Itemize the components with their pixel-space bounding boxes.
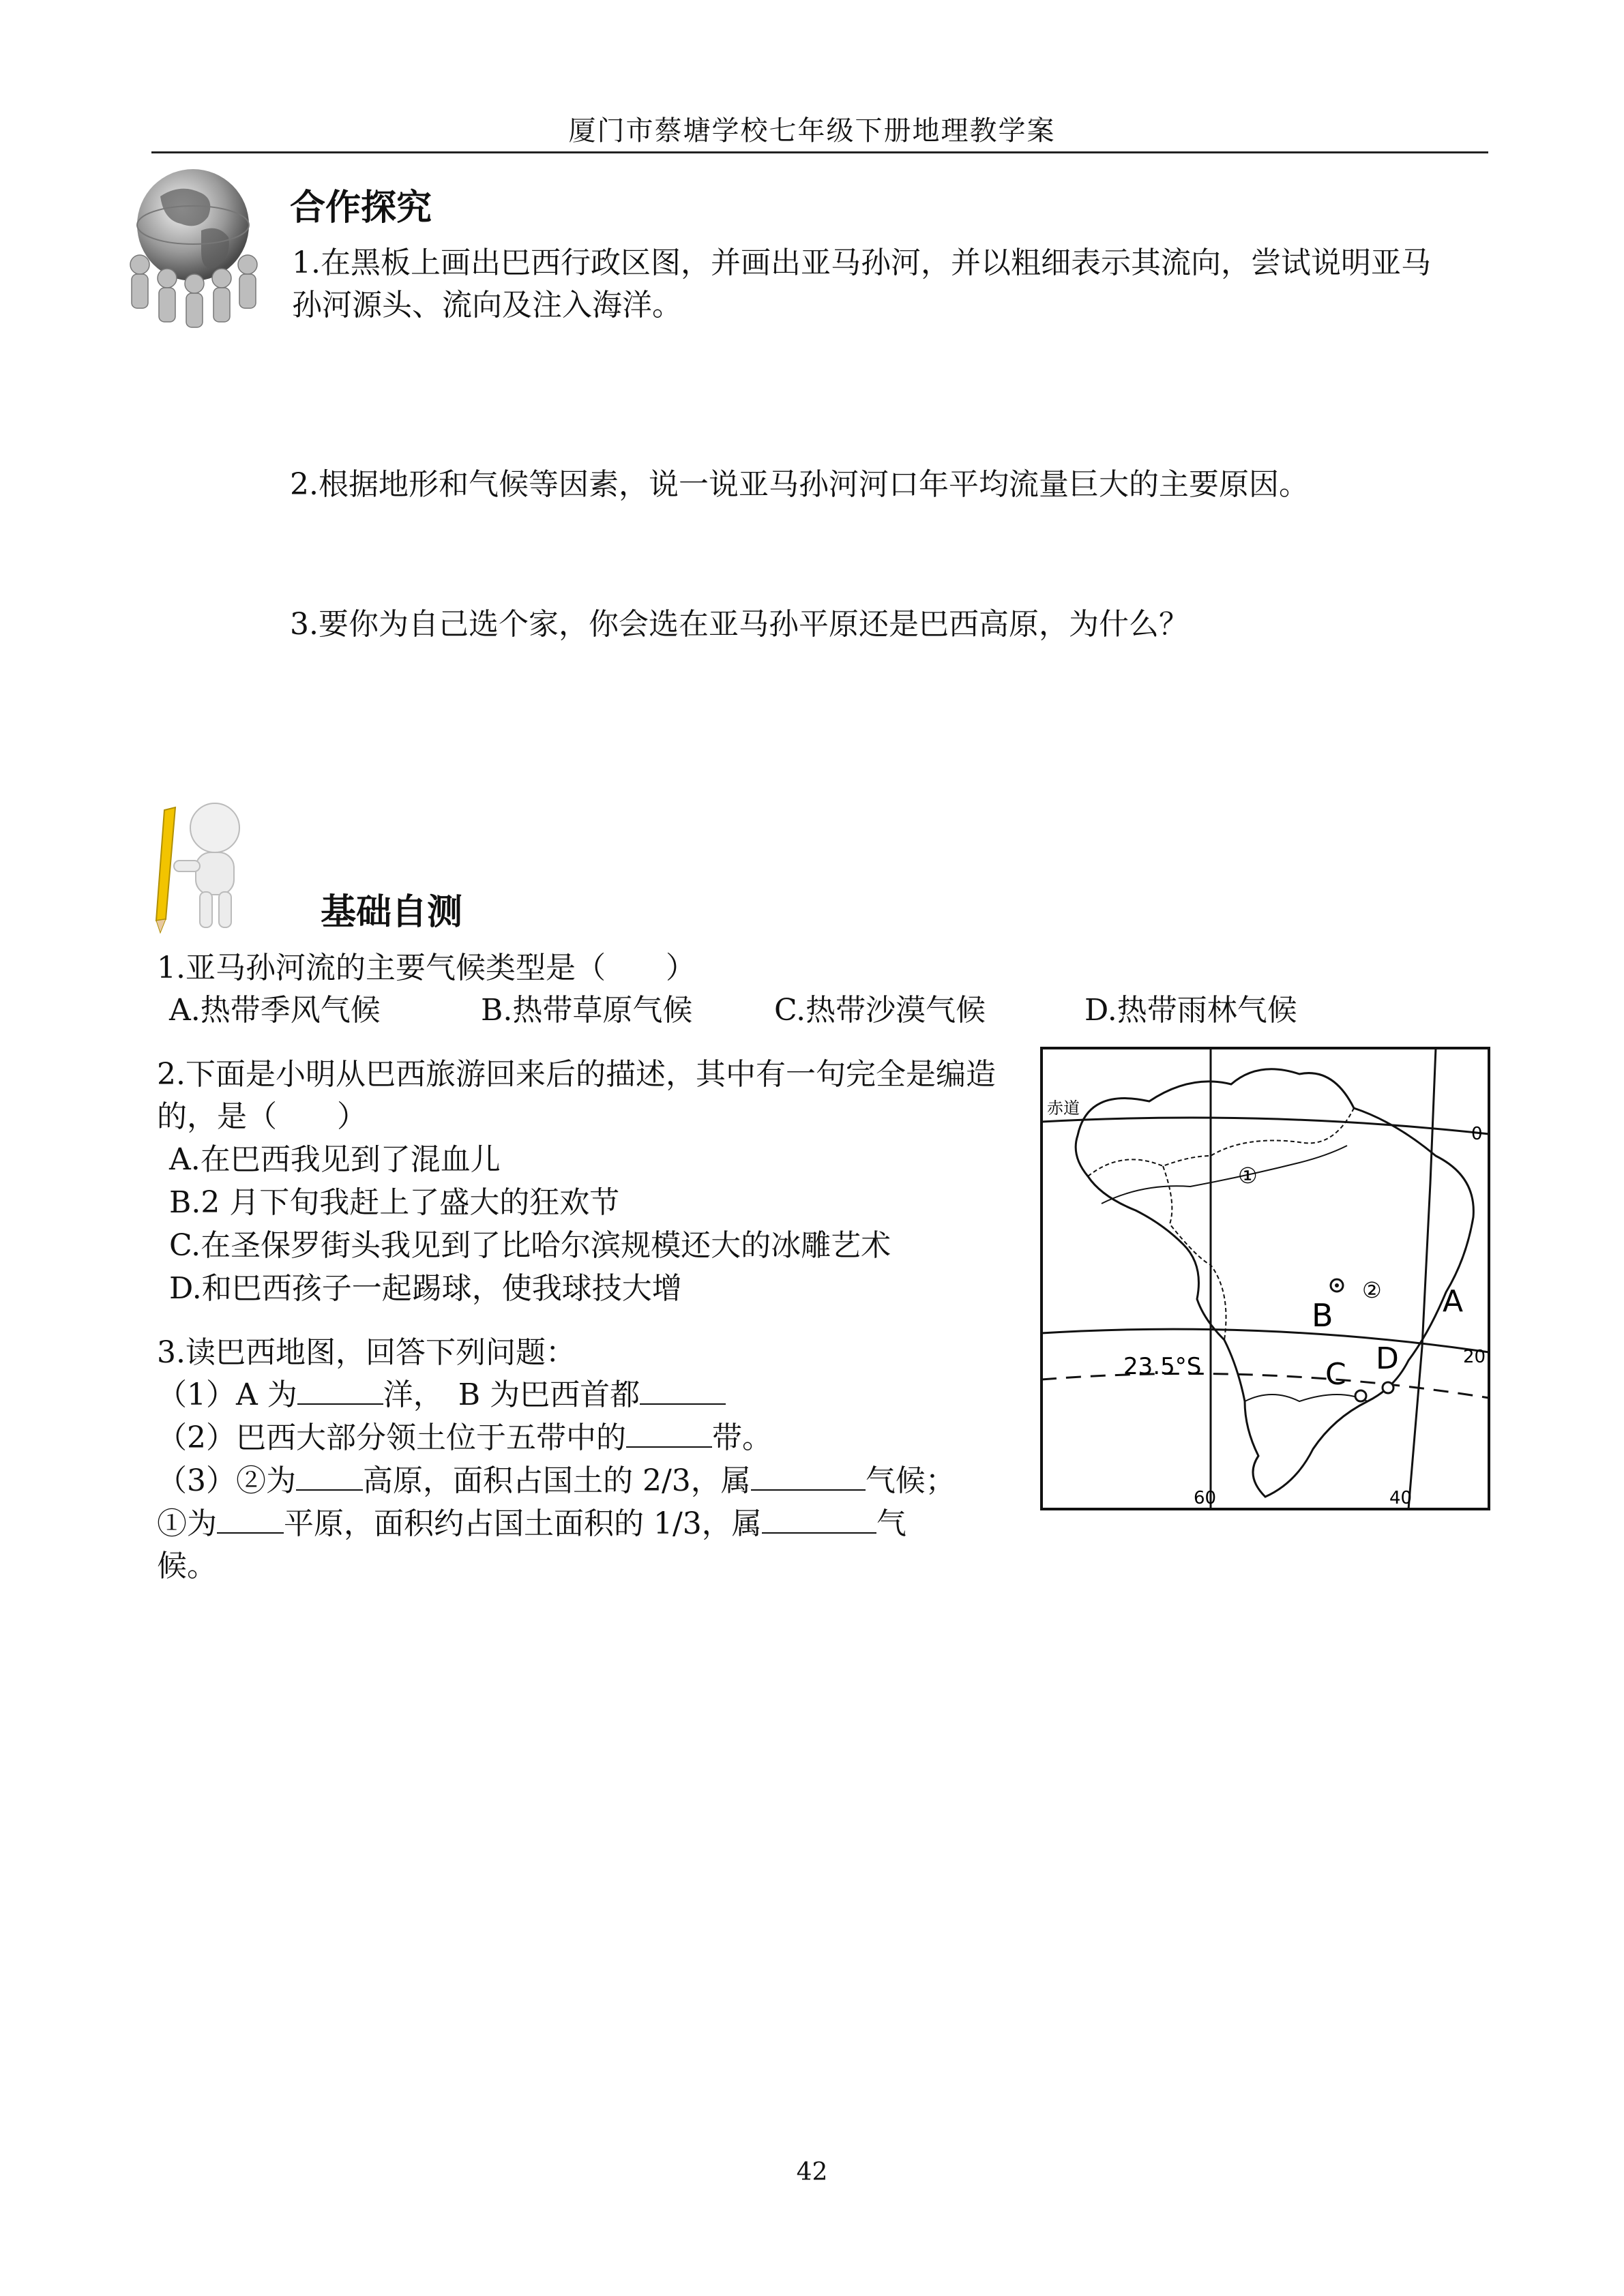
self-test-section-title: 基础自测 — [321, 892, 463, 933]
q1-option-d: D.热带雨林气候 — [1084, 993, 1297, 1028]
q3-part-1: （1）A 为 洋， B 为巴西首都 — [157, 1373, 726, 1416]
answer-blank-plateau-climate[interactable] — [751, 1459, 866, 1491]
header-divider — [151, 151, 1488, 153]
q2-option-a: A.在巴西我见到了混血儿 — [169, 1142, 501, 1177]
tropic-label: 23.5°S — [1123, 1353, 1202, 1380]
equator-label: 赤道 — [1047, 1099, 1080, 1118]
region-1-label: ① — [1238, 1163, 1258, 1189]
page-number: 42 — [796, 2158, 828, 2186]
q2-option-d: D.和巴西孩子一起踢球，使我球技大增 — [169, 1271, 682, 1306]
self-test-question-1: 1.亚马孙河流的主要气候类型是（ ） — [157, 951, 696, 985]
answer-blank-capital[interactable] — [640, 1373, 726, 1405]
q1-option-a: A.热带季风气候 — [169, 993, 381, 1028]
lon-60-label: 60 — [1194, 1488, 1217, 1508]
q3-part-2: （2）巴西大部分领土位于五带中的 带。 — [157, 1416, 772, 1459]
answer-blank-plateau[interactable] — [296, 1459, 363, 1491]
ocean-a-label: A — [1443, 1284, 1464, 1319]
cooperative-question-1: 1.在黑板上画出巴西行政区图，并画出亚马孙河，并以粗细表示其流向，尝试说明亚马孙河源头、流向及注入海洋。 — [292, 245, 1431, 323]
city-c-label: C — [1325, 1357, 1346, 1392]
city-d-marker — [1383, 1382, 1393, 1393]
q1-option-b: B.热带草原气候 — [481, 993, 693, 1028]
q3-part-3-end: 候。 — [157, 1549, 217, 1583]
lat-20-label: 20 — [1463, 1347, 1486, 1367]
answer-blank-zone[interactable] — [626, 1416, 712, 1448]
self-test-question-3: 3.读巴西地图，回答下列问题： — [157, 1335, 576, 1370]
q3-part-3: （3）②为 高原，面积占国土的 2/3，属 气候； — [157, 1459, 956, 1502]
brazil-map — [1040, 1047, 1490, 1510]
q3-part-3-cont: ①为 平原，面积约占国土面积的 1/3，属 气 — [157, 1502, 906, 1545]
q1-option-c: C.热带沙漠气候 — [774, 993, 986, 1028]
cooperative-section-title: 合作探究 — [290, 188, 432, 228]
cooperative-question-3: 3.要你为自己选个家，你会选在亚马孙平原还是巴西高原，为什么？ — [290, 607, 1189, 642]
capital-b-label: B — [1312, 1297, 1333, 1334]
answer-blank-plain-climate[interactable] — [762, 1502, 876, 1534]
globe-people-icon — [113, 162, 269, 333]
lon-40-label: 40 — [1389, 1488, 1413, 1508]
document-header-title: 厦门市蔡塘学校七年级下册地理教学案 — [568, 115, 1056, 147]
region-2-label: ② — [1362, 1277, 1382, 1303]
map-frame — [1042, 1048, 1489, 1509]
capital-b-dot — [1335, 1283, 1339, 1287]
pencil-figure-icon — [147, 798, 263, 934]
city-c-marker — [1355, 1390, 1366, 1401]
q2-option-b: B.2 月下旬我赶上了盛大的狂欢节 — [169, 1185, 620, 1220]
cooperative-question-2: 2.根据地形和气候等因素，说一说亚马孙河河口年平均流量巨大的主要原因。 — [290, 467, 1309, 502]
answer-blank-ocean[interactable] — [297, 1373, 383, 1405]
q2-option-c: C.在圣保罗街头我见到了比哈尔滨规模还大的冰雕艺术 — [169, 1228, 891, 1263]
answer-blank-plain[interactable] — [217, 1502, 284, 1534]
self-test-question-2: 2.下面是小明从巴西旅游回来后的描述，其中有一句完全是编造的，是（ ） — [157, 1057, 996, 1134]
lat-0-label: 0 — [1471, 1124, 1483, 1144]
city-d-label: D — [1376, 1341, 1399, 1376]
